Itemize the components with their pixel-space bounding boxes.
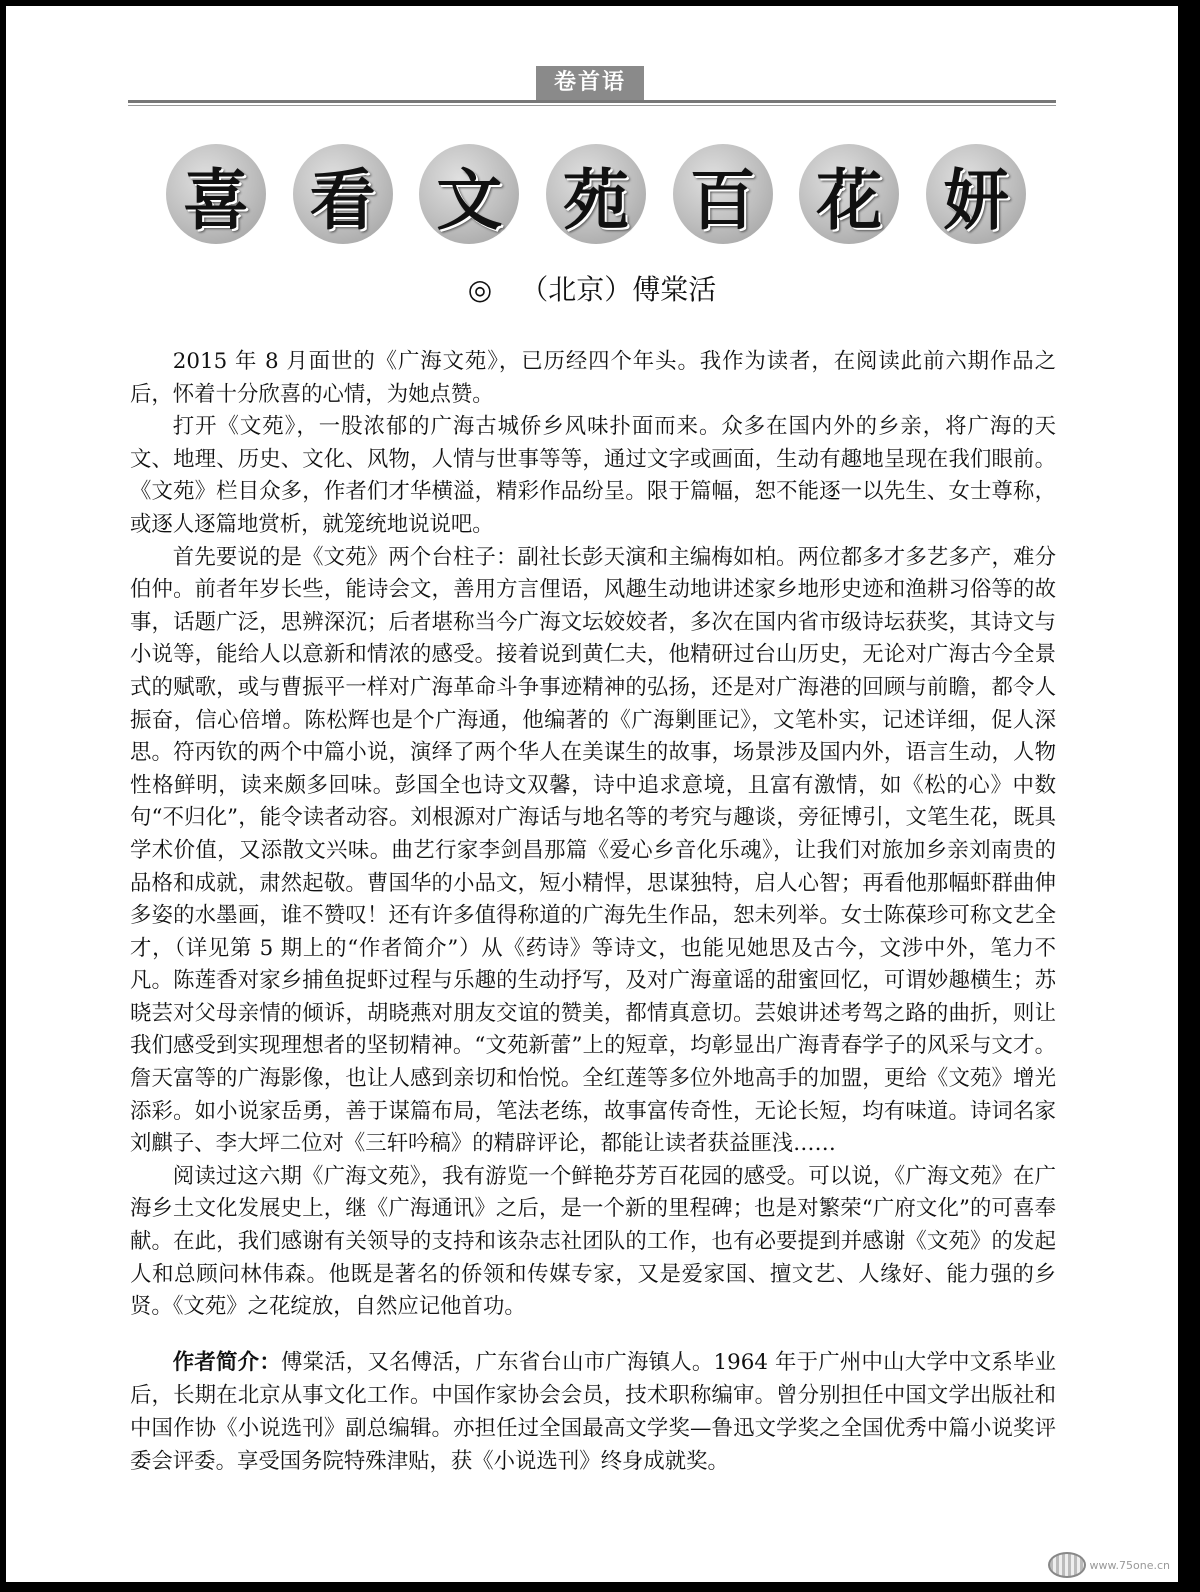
title-char: 苑: [546, 144, 646, 244]
page: [6, 6, 1178, 1582]
title-char: 喜: [166, 144, 266, 244]
paragraph: 2015 年 8 月面世的《广海文苑》，已历经四个年头。我作为读者，在阅读此前六期作品之后，怀着十分欣喜的心情，为她点赞。: [130, 349, 1056, 407]
title-char: 花: [799, 144, 899, 244]
paragraph: 阅读过这六期《广海文苑》，我有游览一个鲜艳芬芳百花园的感受。可以说，《广海文苑》在广海乡土文化发展史上，继《广海通讯》之后，是一个新的里程碑；也是对繁荣“广府文化”的可喜奉献。在此，我们感谢有关领导的支持和该杂志社团队的工作，也有必要提到并感谢《文苑》的发起人和总顾问林伟森。他既是著名的侨领和传媒专家，又是爱家国、擅文艺、人缘好、能力强的乡贤。《文苑》之花绽放，自然应记他首功。: [130, 1163, 1056, 1320]
bio-label: 作者简介：: [172, 1350, 281, 1375]
paragraph: 打开《文苑》，一股浓郁的广海古城侨乡风味扑面而来。众多在国内外的乡亲，将广海的天文、地理、历史、文化、风物，人情与世事等等，通过文字或画面，生动有趣地呈现在我们眼前。《文苑》栏目众多，作者们才华横溢，精彩作品纷呈。限于篇幅，恕不能逐一以先生、女士尊称，或逐人逐篇地赏析，就笼统地说说吧。: [130, 414, 1056, 537]
title-char: 百: [673, 144, 773, 244]
paragraph: 首先要说的是《文苑》两个台柱子：副社长彭天演和主编梅如柏。两位都多才多艺多产，难分伯仲。前者年岁长些，能诗会文，善用方言俚语，风趣生动地讲述家乡地形史迹和渔耕习俗等的故事，话题广泛，思辨深沉；后者堪称当今广海文坛姣姣者，多次在国内省市级诗坛获奖，其诗文与小说等，能给人以意新和情浓的感受。接着说到黄仁夫，他精研过台山历史，无论对广海古今全景式的赋歌，或与曹振平一样对广海革命斗争事迹精神的弘扬，还是对广海港的回顾与前瞻，都令人振奋，信心倍增。陈松辉也是个广海通，他编著的《广海剿匪记》，文笔朴实，记述详细，促人深思。符丙钦的两个中篇小说，演绎了两个华人在美谋生的故事，场景涉及国内外，语言生动，人物性格鲜明，读来颇多回味。彭国全也诗文双馨，诗中追求意境，且富有激情，如《松的心》中数句“不归化”，能令读者动容。刘根源对广海话与地名等的考究与趣谈，旁征博引，文笔生花，既具学术价值，又添散文兴味。曲艺行家李剑昌那篇《爱心乡音化乐魂》，让我们对旅加乡亲刘南贵的品格和成就，肃然起敬。曹国华的小品文，短小精悍，思谋独特，启人心智；再看他那幅虾群曲伸多姿的水墨画，谁不赞叹！还有许多值得称道的广海先生作品，恕未列举。女士陈葆珍可称文艺全才，（详见第 5 期上的“作者简介”）从《药诗》等诗文，也能见她思及古今，文涉中外，笔力不凡。陈莲香对家乡捕鱼捉虾过程与乐趣的生动抒写，及对广海童谣的甜蜜回忆，可谓妙趣横生；苏晓芸对父母亲情的倾诉，胡晓燕对朋友交谊的赞美，都情真意切。芸娘讲述考驾之路的曲折，则让我们感受到实现理想者的坚韧精神。“文苑新蕾”上的短章，均彰显出广海青春学子的风采与文才。詹天富等的广海影像，也让人感到亲切和怡悦。全红莲等多位外地高手的加盟，更给《文苑》增光添彩。如小说家岳勇，善于谋篇布局，笔法老练，故事富传奇性，无论长短，均有味道。诗词名家刘麒子、李大坪二位对《三轩吟稿》的精辟评论，都能让读者获益匪浅……: [130, 544, 1056, 1157]
byline-mark: ◎: [467, 273, 493, 306]
byline-author: （北京）傅棠活: [520, 273, 717, 306]
title-char: 文: [419, 144, 519, 244]
bio-text: 傅棠活，又名傅活，广东省台山市广海镇人。1964 年于广州中山大学中文系毕业后，长期在北京从事文化工作。中国作家协会会员，技术职称编审。曾分别担任中国文学出版社和中国作协《小说选刊》副总编辑。亦担任过全国最高文学奖—鲁迅文学奖之全国优秀中篇小说奖评委会评委。享受国务院特殊津贴，获《小说选刊》终身成就奖。: [130, 1350, 1056, 1474]
byline: [6, 268, 1178, 308]
watermark-text: www.75one.cn: [1089, 1558, 1170, 1572]
article-title: [166, 144, 1026, 254]
header-rule-thin: [128, 105, 1056, 106]
header-rule: [128, 100, 1056, 103]
globe-logo-icon: [1048, 1552, 1086, 1578]
title-char: 看: [293, 144, 393, 244]
article-body: [130, 346, 1056, 1324]
section-tab: 卷首语: [536, 66, 644, 100]
watermark: [1048, 1552, 1170, 1578]
author-bio: [130, 1346, 1056, 1478]
title-char: 妍: [926, 144, 1026, 244]
